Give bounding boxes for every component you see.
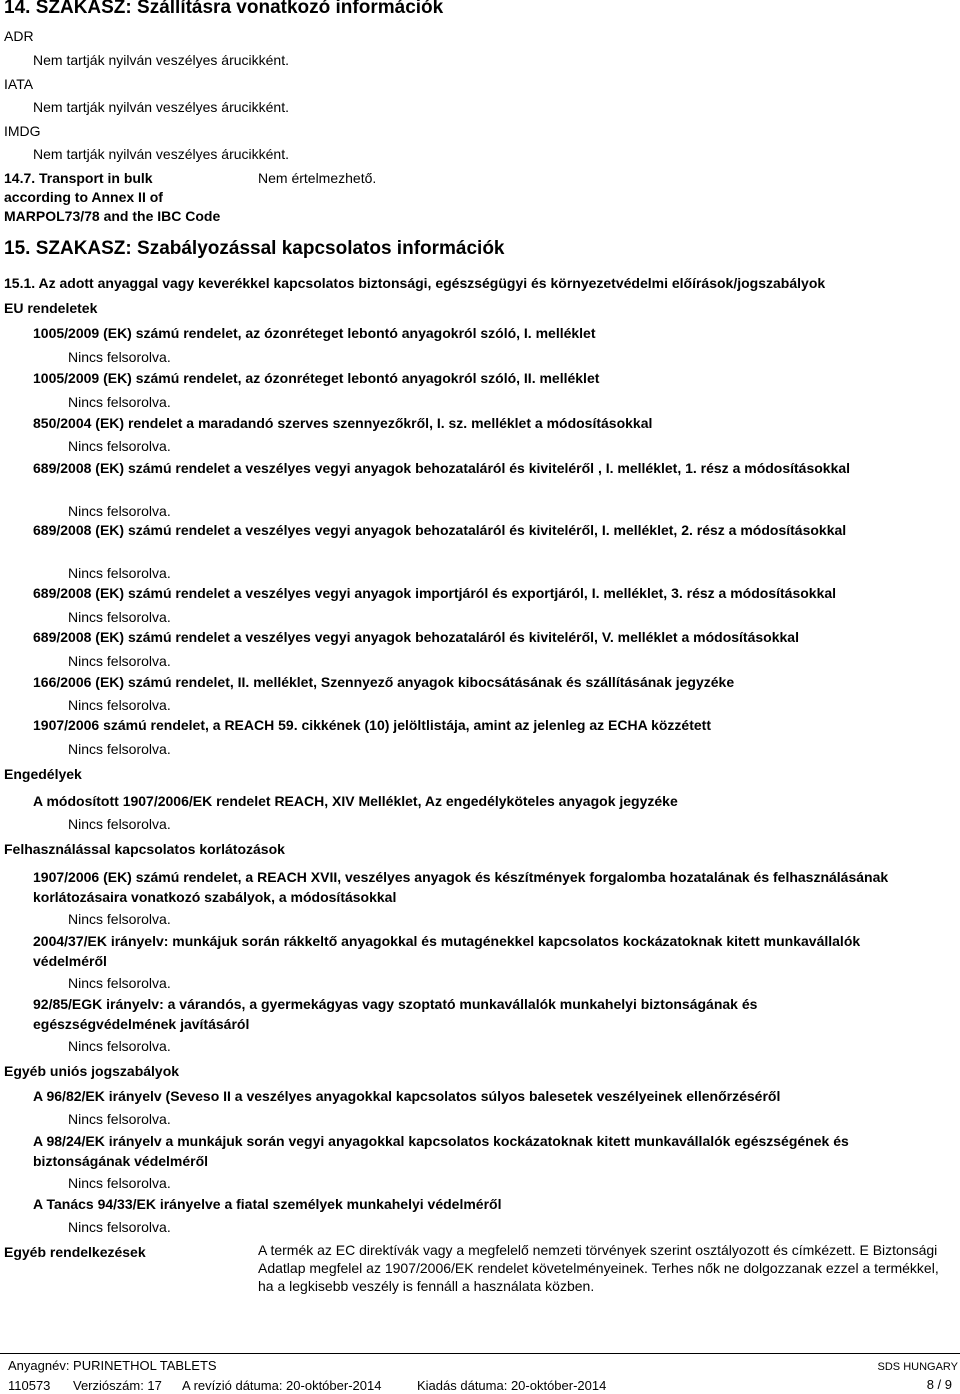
other-eu-item-title: A 98/24/EK irányelv a munkájuk során vegyi anyagokkal kapcsolatos kockázatoknak kitett munkavállalók egészségének és biztonságának védelméről	[33, 1133, 849, 1169]
other-provisions-label: Egyéb rendelkezések	[4, 1244, 146, 1260]
section-15-title: 15. SZAKASZ: Szabályozással kapcsolatos információk	[4, 238, 505, 259]
other-eu-item-value: Nincs felsorolva.	[68, 1111, 171, 1127]
bulk-value: Nem értelmezhető.	[258, 170, 377, 186]
other-eu-legislation-label: Egyéb uniós jogszabályok	[4, 1063, 180, 1079]
eu-item-title: 850/2004 (EK) rendelet a maradandó szerves szennyezőkről, I. sz. melléklet a módosításokkal	[33, 415, 653, 431]
eu-item-title: 689/2008 (EK) számú rendelet a veszélyes vegyi anyagok behozataláról és kiviteléről , I. melléklet, 1. rész a módosításokkal	[33, 460, 851, 476]
footer-sds-label: SDS HUNGARY	[877, 1361, 958, 1373]
eu-item-value: Nincs felsorolva.	[68, 438, 171, 454]
restriction-item-value: Nincs felsorolva.	[68, 1038, 171, 1054]
subsection-15-1-title: 15.1. Az adott anyaggal vagy keverékkel kapcsolatos biztonsági, egészségügyi és környezetvédelmi előírások/jogszabályok	[4, 275, 826, 291]
eu-item-title: 166/2006 (EK) számú rendelet, II. melléklet, Szennyező anyagok kibocsátásának és szállításának jegyzéke	[33, 674, 735, 690]
eu-item-title: 1005/2009 (EK) számú rendelet, az ózonréteget lebontó anyagokról szóló, I. melléklet	[33, 325, 596, 341]
eu-item-title: 689/2008 (EK) számú rendelet a veszélyes vegyi anyagok behozataláról és kiviteléről, V. melléklet a módosításokkal	[33, 629, 799, 645]
adr-value: Nem tartják nyilván veszélyes árucikként.	[33, 52, 289, 68]
authorisations-label: Engedélyek	[4, 766, 82, 782]
eu-item-value: Nincs felsorolva.	[68, 609, 171, 625]
other-eu-item-value: Nincs felsorolva.	[68, 1175, 171, 1191]
iata-value: Nem tartják nyilván veszélyes árucikként.	[33, 99, 289, 115]
footer-product-name: Anyagnév: PURINETHOL TABLETS	[8, 1358, 217, 1373]
eu-regulations-label: EU rendeletek	[4, 300, 98, 316]
eu-item-title: 1907/2006 számú rendelet, a REACH 59. cikkének (10) jelöltlistája, amint az jelenleg az ECHA közzétett	[33, 717, 711, 733]
restrictions-label: Felhasználással kapcsolatos korlátozások	[4, 841, 285, 857]
other-provisions-text: A termék az EC direktívák vagy a megfelelő nemzeti törvények szerint osztályozott és címkézett. E Biztonsági Adatlap megfelel az 1907/2006/EK rendelet követelményeinek. Terhes nők ne dolgozzanak ezzel a termékkel, ha a legkisebb veszély is fennáll a használata közben.	[258, 1242, 939, 1294]
footer-product-code: 110573	[8, 1378, 51, 1393]
section-14-title: 14. SZAKASZ: Szállításra vonatkozó információk	[4, 0, 444, 18]
other-eu-item-title: A Tanács 94/33/EK irányelve a fiatal személyek munkahelyi védelméről	[33, 1196, 502, 1212]
other-eu-item-title: A 96/82/EK irányelv (Seveso II a veszélyes anyagokkal kapcsolatos súlyos balesetek veszélyeinek ellenőrzéséről	[33, 1088, 781, 1104]
other-eu-item-value: Nincs felsorolva.	[68, 1219, 171, 1235]
footer-version: Verziószám: 17	[73, 1378, 162, 1393]
eu-item-title: 689/2008 (EK) számú rendelet a veszélyes vegyi anyagok importjáról és exportjáról, I. melléklet, 3. rész a módosításokkal	[33, 585, 837, 601]
restriction-item-title: 92/85/EGK irányelv: a várandós, a gyermekágyas vagy szoptató munkavállalók munkahelyi biztonságának és egészségvédelmének javításáról	[33, 996, 758, 1032]
eu-item-value: Nincs felsorolva.	[68, 697, 171, 713]
footer-issue-date: Kiadás dátuma: 20-október-2014	[417, 1378, 607, 1393]
eu-item-value: Nincs felsorolva.	[68, 503, 171, 519]
footer-page-number: 8 / 9	[926, 1377, 952, 1392]
bulk-label-line-2: according to Annex II of	[4, 189, 163, 205]
restriction-item-value: Nincs felsorolva.	[68, 975, 171, 991]
restriction-item-title: 1907/2006 (EK) számú rendelet, a REACH XVII, veszélyes anyagok és készítmények forgalomba hozatalának és felhasználásának korlátozásaira vonatkozó szabályok, a módosításokkal	[33, 869, 889, 905]
eu-item-title: 689/2008 (EK) számú rendelet a veszélyes vegyi anyagok behozataláról és kiviteléről, I. melléklet, 2. rész a módosításokkal	[33, 522, 847, 538]
iata-label: IATA	[4, 76, 34, 92]
eu-item-value: Nincs felsorolva.	[68, 741, 171, 757]
eu-item-value: Nincs felsorolva.	[68, 565, 171, 581]
restriction-item-value: Nincs felsorolva.	[68, 911, 171, 927]
footer-divider	[0, 1353, 960, 1354]
imdg-label: IMDG	[4, 123, 41, 139]
bulk-label-line-3: MARPOL73/78 and the IBC Code	[4, 208, 221, 224]
auth-item-title: A módosított 1907/2006/EK rendelet REACH, XIV Melléklet, Az engedélyköteles anyagok jegyzéke	[33, 793, 678, 809]
footer-revision-date: A revízió dátuma: 20-október-2014	[182, 1378, 382, 1393]
eu-item-title: 1005/2009 (EK) számú rendelet, az ózonréteget lebontó anyagokról szóló, II. melléklet	[33, 370, 600, 386]
adr-label: ADR	[4, 28, 34, 44]
imdg-value: Nem tartják nyilván veszélyes árucikként.	[33, 146, 289, 162]
restriction-item-title: 2004/37/EK irányelv: munkájuk során rákkeltő anyagokkal és mutagénekkel kapcsolatos kockázatoknak kitett munkavállalók védelméről	[33, 933, 861, 969]
auth-item-value: Nincs felsorolva.	[68, 816, 171, 832]
bulk-label-line-1: 14.7. Transport in bulk	[4, 170, 153, 186]
eu-item-value: Nincs felsorolva.	[68, 653, 171, 669]
eu-item-value: Nincs felsorolva.	[68, 349, 171, 365]
eu-item-value: Nincs felsorolva.	[68, 394, 171, 410]
